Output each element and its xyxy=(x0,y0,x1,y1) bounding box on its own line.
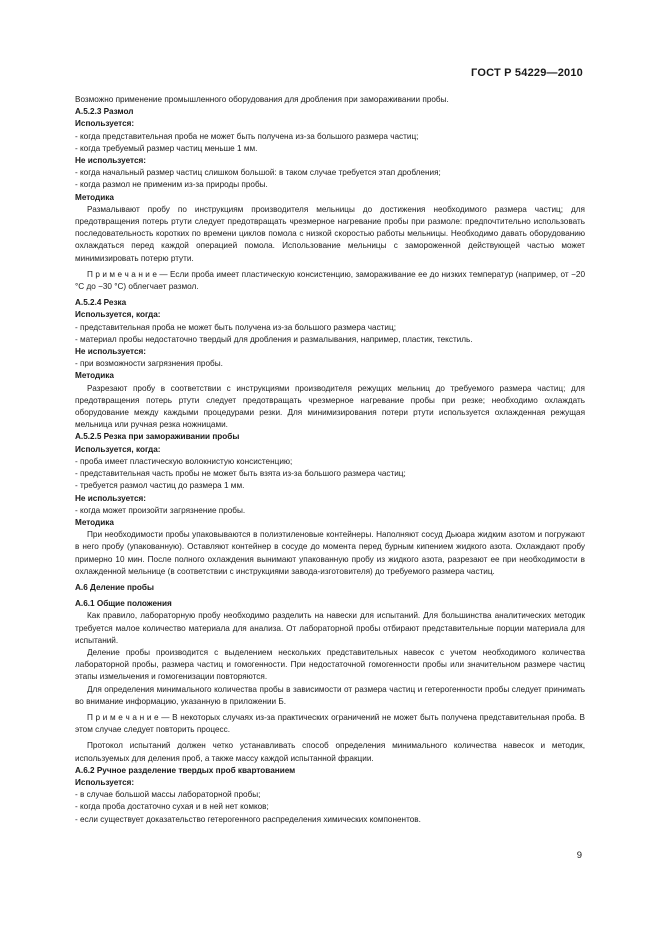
subheading: Не используется: xyxy=(75,347,147,357)
section-heading: А.6 Деление пробы xyxy=(75,582,154,592)
paragraph: При необходимости пробы упаковываются в полиэтиленовые контейнеры. Наполняют сосуд Дьюара жидким азотом и погружают в него пробу (упакованную). Оставляют контейнер в сосуде до момента перед бурным кипением жидкого азота. Охлаждают пробу примерно 10 мин. После полного охлаждения вынимают упакованную пробу из жидкого азота, разрезают ее при необходимости в охлажденной мельнице (в соответствии с инструкциями завода-изготовителя) до требуемого размера частиц. xyxy=(75,530,585,576)
list-item: - представительная часть пробы не может быть взята из-за большого размера частиц; xyxy=(75,469,406,479)
section-heading: А.6.2 Ручное разделение твердых проб квартованием xyxy=(75,765,296,775)
list-item: - когда размол не применим из-за природы пробы. xyxy=(75,180,268,190)
subheading: Используется: xyxy=(75,119,135,129)
paragraph: Разрезают пробу в соответствии с инструкциями производителя режущих мельниц до требуемого размера частиц; для предотвращения потерь ртути следует предотвращать чрезмерное нагревание пробы при резке; необходимо охлаждать оборудование между каждыми процедурами резки. Для минимизирования потери ртути используется охлажденная режущая мельница или ручная резка ножницами. xyxy=(75,383,585,430)
subheading: Не используется: xyxy=(75,493,147,503)
subheading: Методика xyxy=(75,192,114,202)
list-item: - в случае большой массы лабораторной пробы; xyxy=(75,790,261,800)
subheading: Методика xyxy=(75,517,114,527)
subheading: Используется: xyxy=(75,777,135,787)
section-heading: А.5.2.4 Резка xyxy=(75,298,127,308)
paragraph: Для определения минимального количества пробы в зависимости от размера частиц и гетерогенности пробы следует принимать во внимание информацию, указанную в приложении Б. xyxy=(75,684,585,706)
document-header: ГОСТ Р 54229—2010 xyxy=(471,67,583,79)
list-item: - при возможности загрязнения пробы. xyxy=(75,359,223,369)
paragraph: Протокол испытаний должен четко устанавливать способ определения минимального количества навесок и методик, используемых для деления проб, а также массу каждой испытанной фракции. xyxy=(75,741,585,763)
list-item: - представительная проба не может быть получена из-за большого размера частиц; xyxy=(75,322,396,332)
note-paragraph: П р и м е ч а н и е — Если проба имеет пластическую консистенцию, замораживание ее до низких температур (например, от −20 °С до −30 °С) облегчает размол. xyxy=(75,269,585,292)
note-paragraph: П р и м е ч а н и е — В некоторых случаях из-за практических ограничений не может быть получена представительная проба. В этом случае следует повторить процесс. xyxy=(75,712,585,735)
list-item: - материал пробы недостаточно твердый для дробления и размалывания, например, пластик, текстиль. xyxy=(75,334,473,344)
page-number: 9 xyxy=(576,850,582,861)
section-heading: А.5.2.5 Резка при замораживании пробы xyxy=(75,432,240,442)
list-item: - когда проба достаточно сухая и в ней нет комков; xyxy=(75,802,269,812)
paragraph: Как правило, лабораторную пробу необходимо разделить на навески для испытаний. Для большинства аналитических методик требуется малое количество материала для анализа. От лабораторной пробы отбирают представительные порции материала для испытаний. xyxy=(75,611,585,645)
section-heading: А.6.1 Общие положения xyxy=(75,599,172,609)
list-item: - когда начальный размер частиц слишком большой: в таком случае требуется этап дробления; xyxy=(75,168,441,178)
list-item: - если существует доказательство гетерогенного распределения химических компонентов. xyxy=(75,814,421,824)
subheading: Не используется: xyxy=(75,156,147,166)
section-heading: А.5.2.3 Размол xyxy=(75,107,134,117)
paragraph: Деление пробы производится с выделением нескольких представительных навесок с учетом необходимого количества лабораторной пробы, размера частиц и гомогенности. При недостаточной гомогенности пробы или значительном размере частиц этапы измельчения и гомогенизации повторяются. xyxy=(75,647,585,682)
list-item: - когда представительная проба не может быть получена из-за большого размера частиц; xyxy=(75,131,419,141)
paragraph: Размалывают пробу по инструкциям производителя мельницы до достижения необходимого размера частиц; для предотвращения потерь ртути следует предотвращать чрезмерное нагревание пробы при размоле: предпочтительно использовать последовательность коротких по времени циклов помола с низкой скоростью работы мельницы. Необходимо давать оборудованию охлаждаться перед каждой операцией помола. Использование мельницы с замороженной действующей частью может минимизировать потерю ртути. xyxy=(75,204,585,263)
subheading: Методика xyxy=(75,371,114,381)
list-item: - проба имеет пластическую волокнистую консистенцию; xyxy=(75,456,293,466)
list-item: - когда требуемый размер частиц меньше 1 мм. xyxy=(75,143,258,153)
list-item: - когда может произойти загрязнение пробы. xyxy=(75,505,246,515)
paragraph: Возможно применение промышленного оборудования для дробления при замораживании пробы. xyxy=(75,95,449,104)
list-item: - требуется размол частиц до размера 1 мм. xyxy=(75,481,245,491)
subheading: Используется, когда: xyxy=(75,310,161,320)
document-body xyxy=(75,94,585,826)
subheading: Используется, когда: xyxy=(75,444,161,454)
